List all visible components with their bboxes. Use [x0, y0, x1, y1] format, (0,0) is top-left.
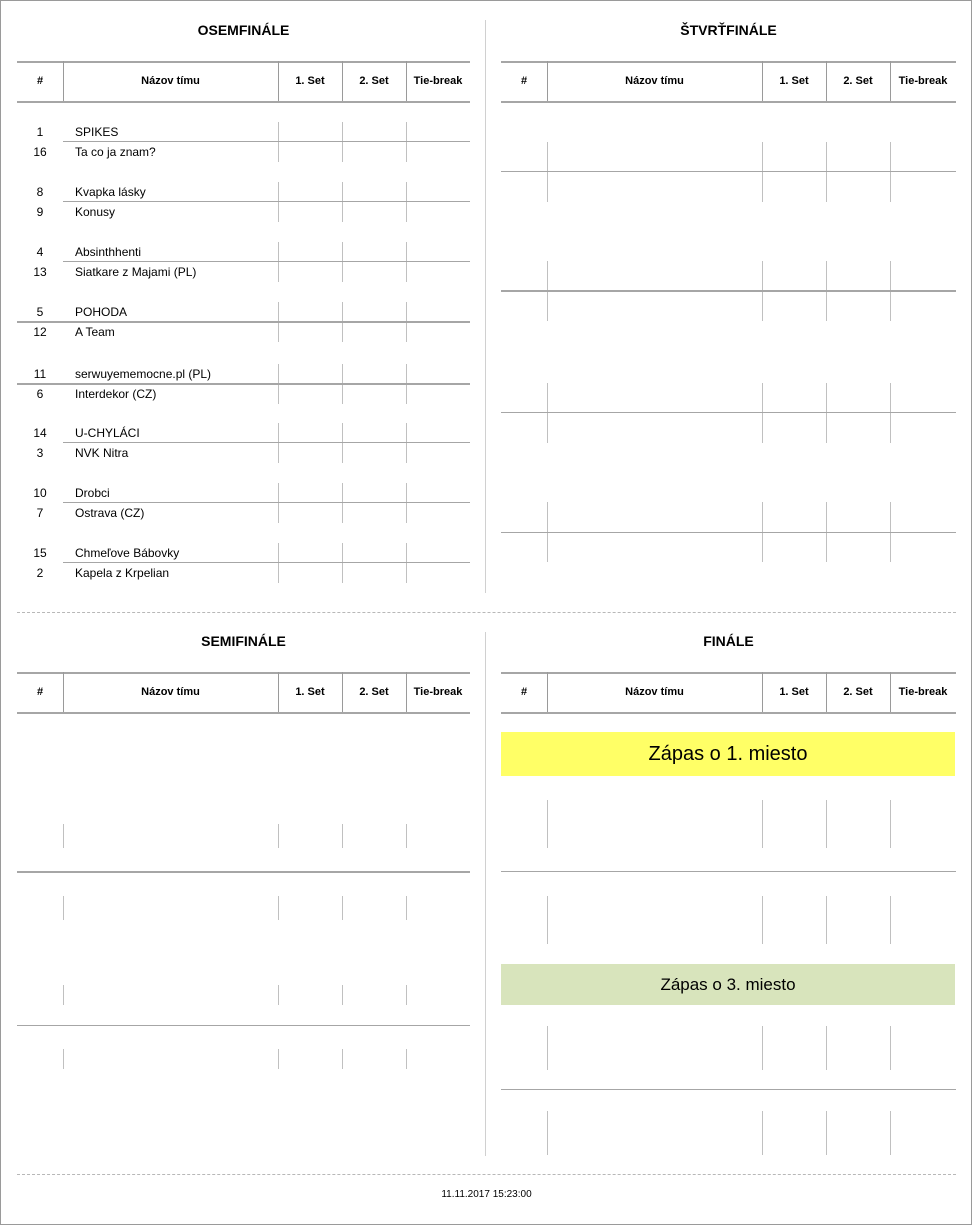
round-of-16-title: OSEMFINÁLE — [197, 22, 290, 38]
qf-col-tiebreak: Tie-break — [898, 75, 948, 87]
sf-header-bottom-rule — [17, 712, 470, 714]
fin-cell-sep — [890, 896, 891, 944]
r16-cell-sep — [342, 423, 343, 463]
section-separator — [17, 612, 956, 613]
team-name: Siatkare z Majami (PL) — [75, 265, 197, 279]
sf-cell-sep — [406, 824, 407, 848]
team-seed: 3 — [36, 446, 44, 460]
fin-header-bottom-rule — [501, 712, 956, 714]
team-seed: 12 — [33, 325, 47, 339]
qf-cell-sep — [890, 142, 891, 202]
fin-cell-sep — [826, 1111, 827, 1155]
third-place-label: Zápas o 3. miesto — [660, 974, 796, 994]
sf-cell-sep — [342, 896, 343, 920]
fin-cell-sep — [762, 800, 763, 848]
r16-col-number: # — [36, 75, 44, 87]
team-seed: 8 — [36, 185, 44, 199]
sf-cell-sep — [342, 1049, 343, 1069]
fin-col-team: Názov tímu — [625, 686, 684, 698]
team-seed: 9 — [36, 205, 44, 219]
qf-col-set2: 2. Set — [843, 75, 873, 87]
team-seed: 7 — [36, 506, 44, 520]
team-seed: 2 — [36, 566, 44, 580]
team-seed: 5 — [36, 305, 44, 319]
sf-cell-sep — [406, 896, 407, 920]
r16-cell-sep — [278, 182, 279, 222]
final-title: FINÁLE — [703, 633, 754, 649]
fin-cell-sep — [826, 896, 827, 944]
qf-cell-sep — [547, 142, 548, 202]
fin-col-set2: 2. Set — [843, 686, 873, 698]
team-seed: 14 — [33, 426, 47, 440]
r16-cell-sep — [406, 423, 407, 463]
r16-cell-sep — [278, 483, 279, 523]
r16-cell-sep — [406, 182, 407, 222]
third-place-band — [501, 964, 955, 1005]
r16-cell-sep — [406, 543, 407, 583]
team-name: Absinthhenti — [75, 245, 142, 259]
sf-cell-sep — [63, 896, 64, 920]
team-seed: 6 — [36, 387, 44, 401]
team-name: Konusy — [75, 205, 116, 219]
fin-col-number: # — [520, 686, 528, 698]
sf-cell-sep — [278, 1049, 279, 1069]
sf-cell-sep — [278, 896, 279, 920]
sf-cell-sep — [342, 824, 343, 848]
r16-cell-sep — [342, 242, 343, 282]
qf-col-number: # — [520, 75, 528, 87]
team-name: U-CHYLÁCI — [75, 426, 140, 440]
team-name: serwuyememocne.pl (PL) — [75, 367, 212, 381]
qf-cell-sep — [890, 383, 891, 443]
team-seed: 11 — [33, 367, 47, 381]
r16-cell-sep — [278, 242, 279, 282]
fin-cell-sep — [547, 1111, 548, 1155]
r16-col-team: Názov tímu — [141, 75, 200, 87]
r16-cell-sep — [342, 182, 343, 222]
sf-cell-sep — [278, 824, 279, 848]
r16-cell-sep — [406, 483, 407, 523]
team-name: Chmeľove Bábovky — [75, 546, 180, 560]
sf-col-set1: 1. Set — [295, 686, 325, 698]
r16-cell-sep — [342, 122, 343, 162]
r16-cell-sep — [278, 423, 279, 463]
first-place-band — [501, 732, 955, 776]
sf-cell-sep — [63, 1049, 64, 1069]
qf-row-rule — [501, 532, 956, 533]
fin-col-tiebreak: Tie-break — [898, 686, 948, 698]
team-name: Interdekor (CZ) — [75, 387, 157, 401]
team-name: SPIKES — [75, 125, 119, 139]
team-name: Ostrava (CZ) — [75, 506, 145, 520]
team-seed: 4 — [36, 245, 44, 259]
fin-cell-sep — [547, 800, 548, 848]
bottom-column-divider — [485, 632, 486, 1156]
qf-col-set1: 1. Set — [779, 75, 809, 87]
qf-cell-sep — [547, 383, 548, 443]
fin-cell-sep — [890, 1026, 891, 1070]
footer-timestamp: 11.11.2017 15:23:00 — [441, 1189, 532, 1200]
fin-row-rule — [501, 871, 956, 872]
sf-col-team: Názov tímu — [141, 686, 200, 698]
team-seed: 15 — [33, 546, 47, 560]
sf-cell-sep — [406, 1049, 407, 1069]
team-name: Kvapka lásky — [75, 185, 146, 199]
r16-cell-sep — [278, 122, 279, 162]
fin-cell-sep — [762, 896, 763, 944]
sf-cell-sep — [63, 824, 64, 848]
r16-cell-sep — [342, 483, 343, 523]
r16-cell-sep — [278, 543, 279, 583]
team-name: Drobci — [75, 486, 110, 500]
sf-cell-sep — [278, 985, 279, 1005]
sf-row-rule — [17, 871, 470, 873]
team-seed: 1 — [36, 125, 44, 139]
team-seed: 10 — [33, 486, 47, 500]
team-name: POHODA — [75, 305, 128, 319]
team-name: A Team — [75, 325, 115, 339]
team-name: Ta co ja znam? — [75, 145, 156, 159]
fin-row-rule — [501, 1089, 956, 1090]
qf-col-team: Názov tímu — [625, 75, 684, 87]
sf-cell-sep — [342, 985, 343, 1005]
sf-col-set2: 2. Set — [359, 686, 389, 698]
fin-cell-sep — [826, 1026, 827, 1070]
quarterfinal-title: ŠTVRŤFINÁLE — [680, 22, 777, 38]
semifinal-title: SEMIFINÁLE — [201, 633, 286, 649]
team-seed: 16 — [33, 145, 47, 159]
fin-col-set1: 1. Set — [779, 686, 809, 698]
fin-cell-sep — [890, 1111, 891, 1155]
r16-cell-sep — [406, 242, 407, 282]
qf-cell-sep — [826, 383, 827, 443]
r16-col-set1: 1. Set — [295, 75, 325, 87]
qf-header-bottom-rule — [501, 101, 956, 103]
fin-cell-sep — [547, 896, 548, 944]
fin-cell-sep — [547, 1026, 548, 1070]
qf-cell-sep — [826, 142, 827, 202]
fin-cell-sep — [890, 800, 891, 848]
first-place-label: Zápas o 1. miesto — [648, 742, 808, 765]
qf-cell-sep — [762, 142, 763, 202]
team-name: Kapela z Krpelian — [75, 566, 170, 580]
sf-row-rule — [17, 1025, 470, 1026]
r16-cell-sep — [342, 543, 343, 583]
qf-row-rule — [501, 171, 956, 172]
sf-cell-sep — [63, 985, 64, 1005]
r16-header-bottom-rule — [17, 101, 470, 103]
team-seed: 13 — [33, 265, 47, 279]
top-column-divider — [485, 20, 486, 593]
sf-col-number: # — [36, 686, 44, 698]
sf-cell-sep — [406, 985, 407, 1005]
r16-col-tiebreak: Tie-break — [413, 75, 463, 87]
fin-cell-sep — [762, 1026, 763, 1070]
sf-col-tiebreak: Tie-break — [413, 686, 463, 698]
footer-separator — [17, 1174, 956, 1175]
qf-row-rule — [501, 290, 956, 292]
team-name: NVK Nitra — [75, 446, 129, 460]
fin-cell-sep — [826, 800, 827, 848]
qf-row-rule — [501, 412, 956, 413]
qf-cell-sep — [762, 383, 763, 443]
r16-cell-sep — [406, 122, 407, 162]
fin-cell-sep — [762, 1111, 763, 1155]
r16-col-set2: 2. Set — [359, 75, 389, 87]
